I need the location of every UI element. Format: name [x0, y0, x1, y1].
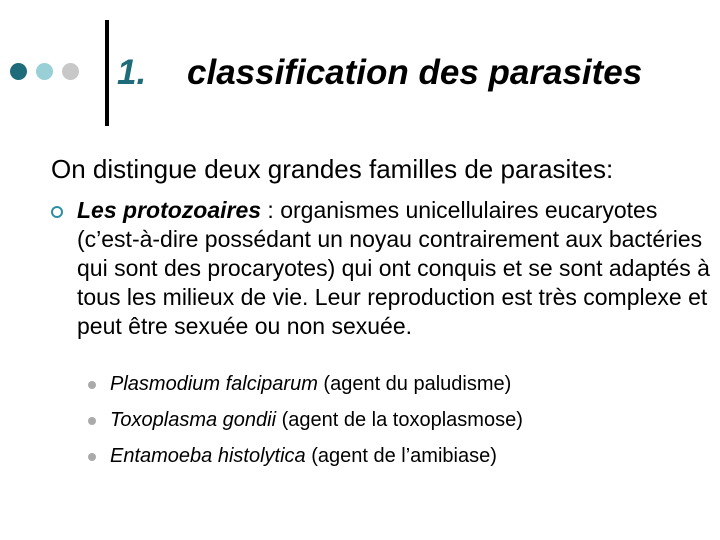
- decorative-dots: [10, 63, 79, 80]
- bullet-text: [77, 196, 711, 341]
- title-text: classification des parasites: [187, 53, 643, 92]
- species-name: Toxoplasma gondii: [110, 409, 277, 431]
- bullet-description: : organismes unicellulaires eucaryotes (c’est-à-dire possédant un noyau contrairement aux bactéries qui sont des procaryotes) qui ont conquis et se sont adaptés à tous les milieux de vie. Leur reproduction est très complexe et peut être sexuée ou non sexuée.: [77, 197, 710, 339]
- title-divider: [105, 20, 109, 126]
- intro-text: On distingue deux grandes familles de parasites:: [51, 154, 614, 184]
- list-item: [88, 407, 523, 443]
- dot-bullet-icon: [88, 453, 96, 461]
- dot-bullet-icon: [88, 417, 96, 425]
- slide-title: [117, 50, 642, 96]
- list-item: [88, 371, 523, 407]
- list-item: [88, 443, 523, 479]
- dot-light: [36, 63, 53, 80]
- examples-list: [88, 371, 523, 479]
- ring-bullet-icon: [51, 206, 63, 218]
- dot-dark: [10, 63, 27, 80]
- species-note: (agent du paludisme): [317, 373, 512, 395]
- bullet-protozoaires: [51, 196, 711, 341]
- dot-grey: [62, 63, 79, 80]
- species-name: Entamoeba histolytica: [110, 445, 306, 467]
- bullet-term: Les protozoaires: [77, 197, 262, 223]
- title-number: 1.: [117, 53, 147, 92]
- species-note: (agent de la toxoplasmose): [276, 409, 523, 431]
- dot-bullet-icon: [88, 381, 96, 389]
- species-name: Plasmodium falciparum: [110, 373, 318, 395]
- species-note: (agent de l’amibiase): [305, 445, 497, 467]
